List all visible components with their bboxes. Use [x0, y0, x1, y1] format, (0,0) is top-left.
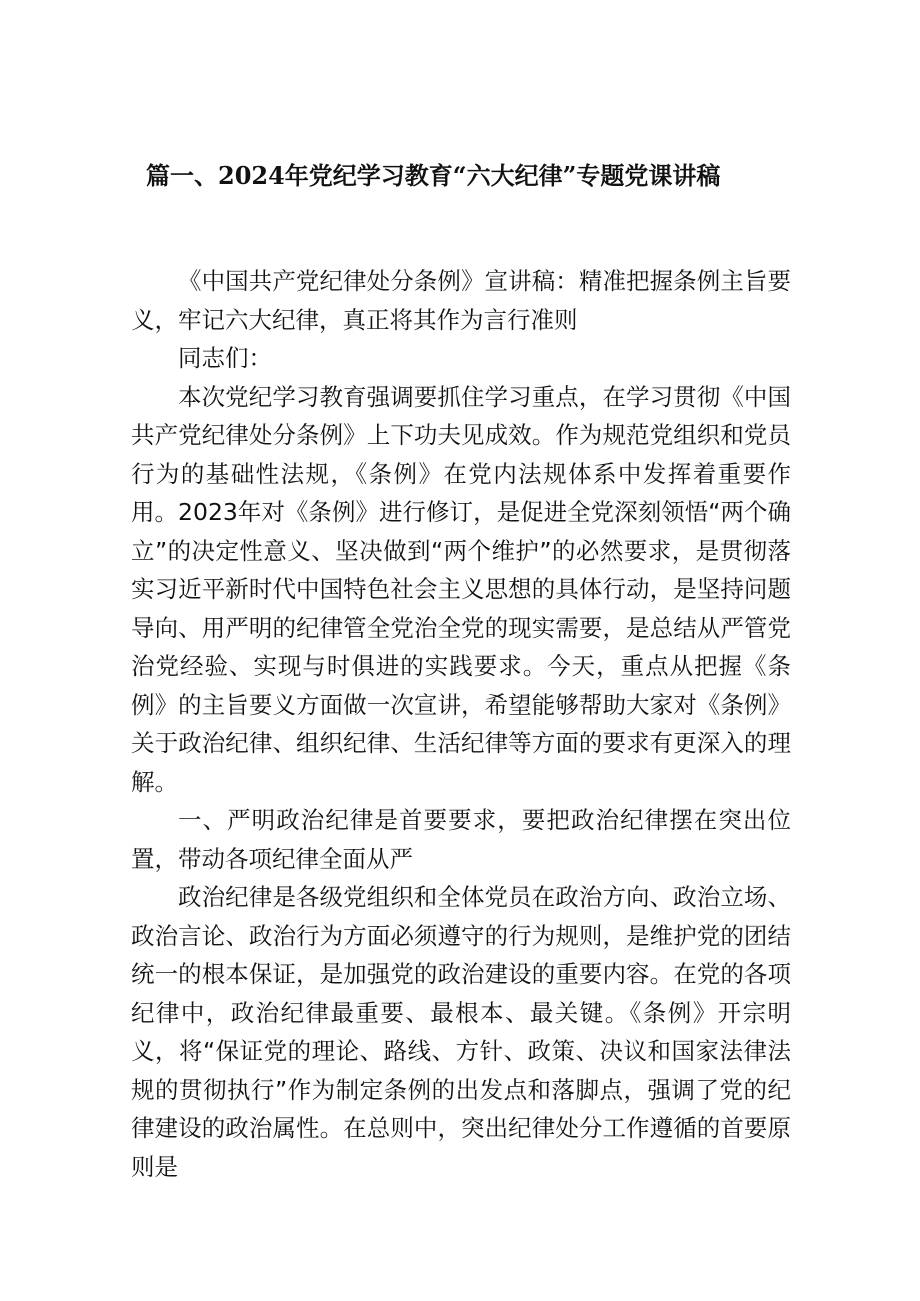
document-body [131, 262, 791, 1186]
paragraph-intro: 本次党纪学习教育强调要抓住学习重点，在学习贯彻《中国共产党纪律处分条例》上下功夫见成效。作为规范党组织和党员行为的基础性法规，《条例》在党内法规体系中发挥着重要作用。2023年对《条例》进行修订，是促进全党深刻领悟“两个确立”的决定性意义、坚决做到“两个维护”的必然要求，是贯彻落实习近平新时代中国特色社会主义思想的具体行动，是坚持问题导向、用严明的纪律管全党治全党的现实需要，是总结从严管党治党经验、实现与时俱进的实践要求。今天，重点从把握《条例》的主旨要义方面做一次宣讲，希望能够帮助大家对《条例》关于政治纪律、组织纪律、生活纪律等方面的要求有更深入的理解。 [131, 382, 791, 796]
document-title: 篇一、2024年党纪学习教育“六大纪律”专题党课讲稿 [146, 161, 721, 190]
paragraph-subtitle: 《中国共产党纪律处分条例》宣讲稿：精准把握条例主旨要义，牢记六大纪律，真正将其作为言行准则 [131, 267, 791, 334]
paragraph-salutation: 同志们： [178, 344, 272, 372]
paragraph-heading-1: 一、严明政治纪律是首要要求，要把政治纪律摆在突出位置，带动各项纪律全面从严 [131, 806, 791, 873]
paragraph-political-discipline: 政治纪律是各级党组织和全体党员在政治方向、政治立场、政治言论、政治行为方面必须遵守的行为规则，是维护党的团结统一的根本保证，是加强党的政治建设的重要内容。在党的各项纪律中，政治纪律最重要、最根本、最关键。《条例》开宗明义，将“保证党的理论、路线、方针、政策、决议和国家法律法规的贯彻执行”作为制定条例的出发点和落脚点，强调了党的纪律建设的政治属性。在总则中，突出纪律处分工作遵循的首要原则是 [131, 883, 791, 1181]
